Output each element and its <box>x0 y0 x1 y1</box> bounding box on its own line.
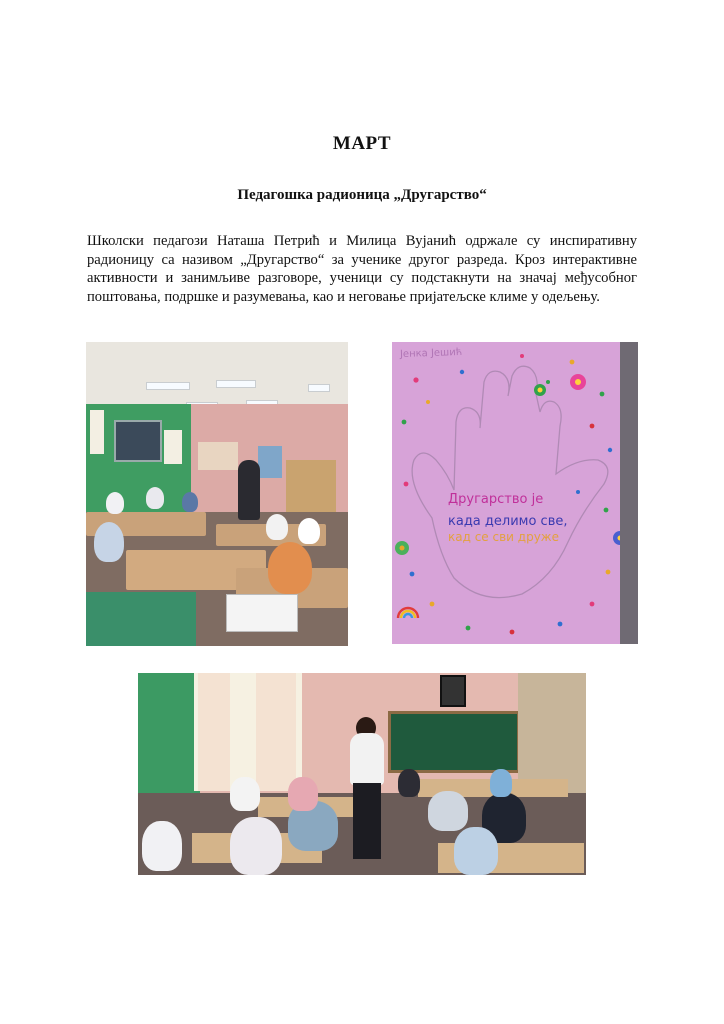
drawing-text-line-1: Другарство је <box>448 492 544 507</box>
photo-ceiling <box>86 342 348 404</box>
student-figure <box>266 514 288 540</box>
wall-poster <box>164 430 182 464</box>
student-figure <box>398 769 420 797</box>
ceiling-light <box>308 384 330 392</box>
student-figure <box>288 777 318 811</box>
green-desk <box>86 592 196 646</box>
curtain <box>198 673 230 791</box>
student-figure <box>490 769 512 797</box>
table-edge <box>620 342 638 644</box>
page-title: МАРТ <box>332 133 392 154</box>
bulletin-board <box>114 420 162 462</box>
section-subtitle: Педагошка радионица „Другарство“ <box>237 187 487 203</box>
classroom-photo-left <box>86 342 348 646</box>
chalkboard <box>388 711 520 773</box>
student-figure <box>230 817 282 875</box>
classroom-photo-bottom <box>138 673 586 875</box>
wall-poster <box>90 410 104 454</box>
student-figure <box>454 827 498 875</box>
pencil-case <box>226 594 298 632</box>
wall-picture <box>440 675 466 707</box>
flower-icon <box>395 541 409 555</box>
student-figure <box>182 492 198 512</box>
drawing-name-label: Јенка Јешић <box>399 346 463 361</box>
flower-icon <box>534 384 546 396</box>
student-figure <box>142 821 182 871</box>
student-figure <box>94 522 124 562</box>
wall-poster <box>258 446 282 478</box>
teacher-figure <box>238 460 260 520</box>
body-paragraph: Школски педагози Наташа Петрић и Милица Вујанић одржале су инспиративну радионицу са називом „Другарство“ за ученике другог разреда. Кроз интерактивне активности и занимљиве разговоре, ученици су подстакнути на значај међусобног поштовања, подршке и разумевања, као и неговање пријатељске климе у одељењу. <box>87 233 637 305</box>
flower-icon <box>570 374 586 390</box>
student-figure <box>428 791 468 831</box>
rainbow-icon <box>398 608 418 618</box>
student-figure <box>106 492 124 514</box>
ceiling-light <box>216 380 256 388</box>
teacher-legs <box>353 783 381 859</box>
drawing-text-line-3: кад се сви друже <box>448 530 559 544</box>
hand-drawing-photo <box>392 342 638 644</box>
wall-poster <box>198 442 238 470</box>
student-figure <box>146 487 164 509</box>
curtain <box>256 673 296 791</box>
student-figure <box>298 518 320 544</box>
student-figure <box>230 777 260 811</box>
ceiling-light <box>146 382 190 390</box>
teacher-figure <box>350 733 384 785</box>
drawing-text-line-2: када делимо све, <box>448 514 568 529</box>
student-figure <box>268 542 312 594</box>
